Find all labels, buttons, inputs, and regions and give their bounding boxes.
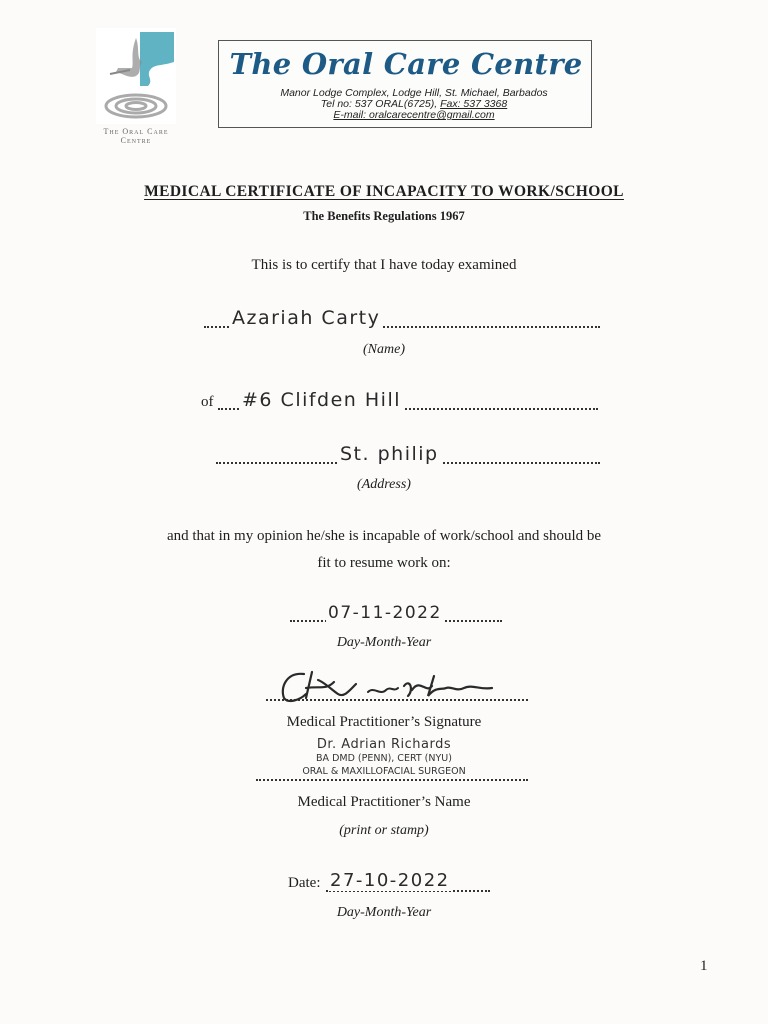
page-number: 1 — [700, 958, 708, 974]
patient-name: Azariah Carty — [232, 307, 381, 329]
certificate-subtitle: The Benefits Regulations 1967 — [303, 209, 465, 223]
print-or-stamp-label: (print or stamp) — [339, 823, 429, 838]
intro-text: This is to certify that I have today examined — [251, 257, 517, 273]
address-line-1: #6 Clifden Hill — [242, 389, 402, 411]
resume-date: 07-11-2022 — [328, 603, 442, 623]
resume-date-format-label: Day-Month-Year — [336, 635, 432, 650]
stamp-practitioner-name: Dr. Adrian Richards — [316, 737, 452, 752]
opinion-line-2: fit to resume work on: — [317, 555, 451, 571]
stamp-credentials: BA DMD (PENN), CERT (NYU) — [316, 753, 452, 764]
clinic-phone: Tel no: 537 ORAL(6725), — [320, 98, 441, 110]
practitioner-name-label: Medical Practitioner’s Name — [297, 794, 471, 810]
clinic-email: E-mail: oralcarecentre@gmail.com — [333, 109, 495, 121]
clinic-name: The Oral Care Centre — [229, 47, 583, 81]
certificate-title: MEDICAL CERTIFICATE OF INCAPACITY TO WORK/SCHOOL — [144, 183, 624, 200]
stamp-specialty: ORAL & MAXILLOFACIAL SURGEON — [302, 766, 466, 777]
address-label: (Address) — [357, 477, 411, 492]
address-line-2: St. philip — [340, 443, 439, 465]
clinic-logo — [96, 28, 176, 124]
logo-caption: The Oral Care Centre — [103, 127, 169, 145]
signature-label: Medical Practitioner’s Signature — [286, 714, 482, 730]
issue-date-format-label: Day-Month-Year — [336, 905, 432, 920]
clinic-header-box — [218, 40, 592, 128]
clinic-fax: Fax: 537 3368 — [440, 98, 508, 110]
tooth-logo-icon — [96, 28, 176, 124]
issue-date: 27-10-2022 — [330, 870, 450, 891]
name-stamp-dotted-line — [256, 779, 528, 781]
of-label: of — [201, 394, 214, 410]
clinic-address: Manor Lodge Complex, Lodge Hill, St. Michael, Barbados — [280, 87, 548, 99]
opinion-line-1: and that in my opinion he/she is incapable of work/school and should be — [166, 528, 602, 544]
practitioner-signature — [276, 668, 506, 706]
date-label: Date: — [288, 875, 321, 891]
name-label: (Name) — [363, 342, 405, 357]
